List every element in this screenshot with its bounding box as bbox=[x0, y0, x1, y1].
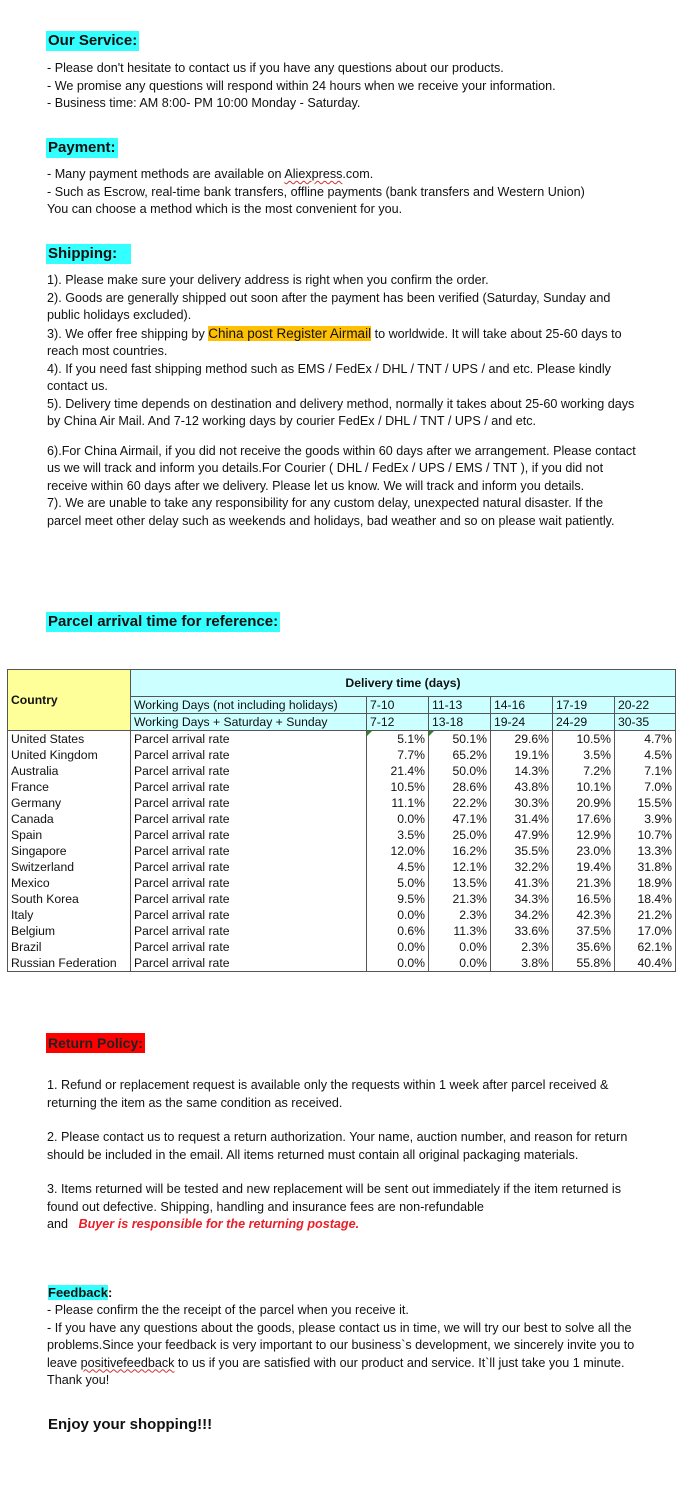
service-line: - Business time: AM 8:00- PM 10:00 Monday - Saturday. bbox=[47, 96, 361, 110]
rate-cell: 17.6% bbox=[553, 811, 615, 827]
country-cell: Italy bbox=[8, 907, 131, 923]
rate-cell: 10.7% bbox=[615, 827, 676, 843]
rate-cell: 19.1% bbox=[491, 747, 553, 763]
rate-cell: 0.0% bbox=[367, 939, 429, 955]
table-row bbox=[8, 795, 676, 811]
rate-cell: 21.3% bbox=[429, 891, 491, 907]
rate-cell: 11.1% bbox=[367, 795, 429, 811]
buyer-postage-note: Buyer is responsible for the returning postage. bbox=[78, 1217, 360, 1231]
table-row bbox=[8, 875, 676, 891]
rate-label-cell: Parcel arrival rate bbox=[131, 731, 367, 748]
country-cell: Germany bbox=[8, 795, 131, 811]
country-cell: Singapore bbox=[8, 843, 131, 859]
rate-cell: 33.6% bbox=[491, 923, 553, 939]
rate-cell: 0.6% bbox=[367, 923, 429, 939]
rate-cell: 5.1% bbox=[367, 731, 429, 748]
table-row bbox=[8, 907, 676, 923]
table-row bbox=[8, 939, 676, 955]
rate-cell: 47.1% bbox=[429, 811, 491, 827]
rate-cell: 3.5% bbox=[553, 747, 615, 763]
shipping-item: 4). If you need fast shipping method such as EMS / FedEx / DHL / TNT / UPS / and etc. Please kindly contact us. bbox=[47, 361, 611, 393]
shipping-item: 2). Goods are generally shipped out soon after the payment has been verified (Saturday, Sunday and public holidays excluded). bbox=[47, 290, 611, 322]
range-cell: 17-19 bbox=[553, 697, 615, 714]
rate-label-cell: Parcel arrival rate bbox=[131, 939, 367, 955]
shipping-title: Shipping: bbox=[46, 244, 131, 264]
rate-cell: 43.8% bbox=[491, 779, 553, 795]
rate-cell: 22.2% bbox=[429, 795, 491, 811]
range-cell: 20-22 bbox=[615, 697, 676, 714]
rate-cell: 5.0% bbox=[367, 875, 429, 891]
rate-label-cell: Parcel arrival rate bbox=[131, 907, 367, 923]
table-row bbox=[8, 747, 676, 763]
parcel-arrival-title: Parcel arrival time for reference: bbox=[48, 613, 279, 630]
payment-title: Payment: bbox=[48, 139, 116, 156]
rate-cell: 11.3% bbox=[429, 923, 491, 939]
country-cell: South Korea bbox=[8, 891, 131, 907]
rate-cell: 50.0% bbox=[429, 763, 491, 779]
range-cell: 11-13 bbox=[429, 697, 491, 714]
return-policy-title: Return Policy: bbox=[48, 1035, 143, 1051]
country-header: Country bbox=[8, 670, 131, 731]
table-row bbox=[8, 891, 676, 907]
rate-cell: 34.3% bbox=[491, 891, 553, 907]
rate-cell: 0.0% bbox=[367, 811, 429, 827]
feedback-section bbox=[47, 1302, 637, 1390]
table-row bbox=[8, 827, 676, 843]
rate-label-cell: Parcel arrival rate bbox=[131, 795, 367, 811]
rate-cell: 47.9% bbox=[491, 827, 553, 843]
return-section bbox=[47, 1077, 637, 1234]
rate-cell: 31.4% bbox=[491, 811, 553, 827]
rate-cell: 4.7% bbox=[615, 731, 676, 748]
rate-cell: 16.5% bbox=[553, 891, 615, 907]
working-days-label: Working Days (not including holidays) bbox=[131, 697, 367, 714]
rate-cell: 4.5% bbox=[367, 859, 429, 875]
rate-cell: 35.5% bbox=[491, 843, 553, 859]
range-cell: 19-24 bbox=[491, 714, 553, 731]
return-item: 1. Refund or replacement request is available only the requests within 1 week after parcel received & returning the item as the same condition as received. bbox=[47, 1078, 609, 1110]
return-item: and Buyer is responsible for the returning postage. bbox=[47, 1217, 360, 1231]
rate-cell: 7.0% bbox=[615, 779, 676, 795]
rate-cell: 34.2% bbox=[491, 907, 553, 923]
rate-cell: 65.2% bbox=[429, 747, 491, 763]
rate-label-cell: Parcel arrival rate bbox=[131, 955, 367, 972]
range-cell: 7-10 bbox=[367, 697, 429, 714]
arrival-time-table bbox=[7, 669, 676, 972]
rate-cell: 10.1% bbox=[553, 779, 615, 795]
country-cell: Australia bbox=[8, 763, 131, 779]
rate-cell: 0.0% bbox=[367, 955, 429, 972]
shipping-item: 3). We offer free shipping by China post Register Airmail to worldwide. It will take about 25-60 days to reach most countries. bbox=[47, 325, 622, 358]
rate-cell: 3.9% bbox=[615, 811, 676, 827]
rate-cell: 16.2% bbox=[429, 843, 491, 859]
range-cell: 13-18 bbox=[429, 714, 491, 731]
table-row bbox=[8, 955, 676, 972]
payment-line: - Many payment methods are available on Aliexpress.com. bbox=[47, 167, 374, 181]
rate-label-cell: Parcel arrival rate bbox=[131, 891, 367, 907]
range-cell: 30-35 bbox=[615, 714, 676, 731]
country-cell: Mexico bbox=[8, 875, 131, 891]
rate-cell: 42.3% bbox=[553, 907, 615, 923]
range-cell: 7-12 bbox=[367, 714, 429, 731]
rate-cell: 23.0% bbox=[553, 843, 615, 859]
feedback-title: Feedback: bbox=[48, 1285, 113, 1300]
country-cell: United States bbox=[8, 731, 131, 748]
rate-cell: 50.1% bbox=[429, 731, 491, 748]
rate-cell: 10.5% bbox=[367, 779, 429, 795]
airmail-highlight: China post Register Airmail bbox=[208, 325, 372, 341]
delivery-time-header: Delivery time (days) bbox=[131, 670, 676, 697]
payment-section bbox=[47, 166, 657, 219]
rate-label-cell: Parcel arrival rate bbox=[131, 843, 367, 859]
rate-cell: 19.4% bbox=[553, 859, 615, 875]
rate-label-cell: Parcel arrival rate bbox=[131, 827, 367, 843]
table-row bbox=[8, 923, 676, 939]
service-line: - We promise any questions will respond within 24 hours when we receive your information. bbox=[47, 78, 556, 93]
rate-cell: 12.0% bbox=[367, 843, 429, 859]
aliexpress-link: Aliexpress bbox=[284, 167, 343, 181]
rate-cell: 9.5% bbox=[367, 891, 429, 907]
range-cell: 14-16 bbox=[491, 697, 553, 714]
table-row bbox=[8, 779, 676, 795]
shipping-item: 7). We are unable to take any responsibility for any custom delay, unexpected natural disaster. If the parcel meet other delay such as weekends and holidays, bad weather and so on please wait patiently. bbox=[47, 496, 615, 528]
payment-line: - Such as Escrow, real-time bank transfers, offline payments (bank transfers and Western Union) bbox=[47, 184, 585, 199]
rate-cell: 40.4% bbox=[615, 955, 676, 972]
rate-cell: 7.7% bbox=[367, 747, 429, 763]
rate-cell: 20.9% bbox=[553, 795, 615, 811]
rate-label-cell: Parcel arrival rate bbox=[131, 747, 367, 763]
rate-cell: 41.3% bbox=[491, 875, 553, 891]
country-cell: United Kingdom bbox=[8, 747, 131, 763]
rate-cell: 7.1% bbox=[615, 763, 676, 779]
feedback-line: - If you have any questions about the goods, please contact us in time, we will try our best to solve all the problems.Since your feedback is very important to our business`s development, we sincerely invite you to leave positivefeedback to us if you are satisfied with our product and service. It`ll just take you 1 minute. Thank you! bbox=[47, 1320, 635, 1387]
table-row bbox=[8, 731, 676, 748]
service-line: - Please don't hesitate to contact us if you have any questions about our products. bbox=[47, 61, 504, 75]
rate-cell: 55.8% bbox=[553, 955, 615, 972]
country-cell: Belgium bbox=[8, 923, 131, 939]
table-row bbox=[8, 763, 676, 779]
closing-message: Enjoy your shopping!!! bbox=[48, 1416, 213, 1433]
rate-label-cell: Parcel arrival rate bbox=[131, 811, 367, 827]
rate-cell: 21.4% bbox=[367, 763, 429, 779]
rate-cell: 2.3% bbox=[491, 939, 553, 955]
rate-cell: 0.0% bbox=[429, 939, 491, 955]
rate-cell: 3.8% bbox=[491, 955, 553, 972]
rate-cell: 21.2% bbox=[615, 907, 676, 923]
rate-cell: 3.5% bbox=[367, 827, 429, 843]
rate-rows bbox=[8, 731, 676, 972]
service-title: Our Service: bbox=[48, 32, 138, 49]
rate-cell: 0.0% bbox=[367, 907, 429, 923]
rate-cell: 37.5% bbox=[553, 923, 615, 939]
rate-cell: 7.2% bbox=[553, 763, 615, 779]
service-section bbox=[47, 60, 647, 113]
feedback-line: - Please confirm the the receipt of the parcel when you receive it. bbox=[47, 1303, 409, 1317]
rate-cell: 17.0% bbox=[615, 923, 676, 939]
table-row bbox=[8, 859, 676, 875]
positive-feedback-text: positivefeedback bbox=[80, 1355, 175, 1370]
range-cell: 24-29 bbox=[553, 714, 615, 731]
country-cell: Spain bbox=[8, 827, 131, 843]
rate-label-cell: Parcel arrival rate bbox=[131, 859, 367, 875]
country-cell: Russian Federation bbox=[8, 955, 131, 972]
rate-cell: 32.2% bbox=[491, 859, 553, 875]
shipping-item: 1). Please make sure your delivery address is right when you confirm the order. bbox=[47, 273, 489, 287]
rate-cell: 12.1% bbox=[429, 859, 491, 875]
rate-cell: 15.5% bbox=[615, 795, 676, 811]
rate-label-cell: Parcel arrival rate bbox=[131, 779, 367, 795]
weekend-days-label: Working Days + Saturday + Sunday bbox=[131, 714, 367, 731]
rate-cell: 62.1% bbox=[615, 939, 676, 955]
rate-cell: 13.3% bbox=[615, 843, 676, 859]
rate-cell: 28.6% bbox=[429, 779, 491, 795]
country-cell: Switzerland bbox=[8, 859, 131, 875]
return-item: 3. Items returned will be tested and new replacement will be sent out immediately if the item returned is found out defective. Shipping, handling and insurance fees are non-refundable bbox=[47, 1182, 621, 1214]
rate-cell: 13.5% bbox=[429, 875, 491, 891]
shipping-section bbox=[47, 272, 637, 530]
rate-cell: 18.4% bbox=[615, 891, 676, 907]
rate-cell: 10.5% bbox=[553, 731, 615, 748]
rate-label-cell: Parcel arrival rate bbox=[131, 763, 367, 779]
country-cell: Brazil bbox=[8, 939, 131, 955]
rate-cell: 31.8% bbox=[615, 859, 676, 875]
rate-cell: 25.0% bbox=[429, 827, 491, 843]
rate-cell: 4.5% bbox=[615, 747, 676, 763]
shipping-item: 5). Delivery time depends on destination and delivery method, normally it takes about 25-60 working days by China Air Mail. And 7-12 working days by courier FedEx / DHL / TNT / UPS / and etc. bbox=[47, 396, 635, 428]
rate-label-cell: Parcel arrival rate bbox=[131, 875, 367, 891]
rate-cell: 29.6% bbox=[491, 731, 553, 748]
country-cell: France bbox=[8, 779, 131, 795]
rate-cell: 18.9% bbox=[615, 875, 676, 891]
rate-cell: 12.9% bbox=[553, 827, 615, 843]
table-row bbox=[8, 843, 676, 859]
rate-cell: 14.3% bbox=[491, 763, 553, 779]
table-row bbox=[8, 811, 676, 827]
rate-cell: 21.3% bbox=[553, 875, 615, 891]
rate-cell: 35.6% bbox=[553, 939, 615, 955]
rate-cell: 0.0% bbox=[429, 955, 491, 972]
rate-cell: 30.3% bbox=[491, 795, 553, 811]
rate-cell: 2.3% bbox=[429, 907, 491, 923]
rate-label-cell: Parcel arrival rate bbox=[131, 923, 367, 939]
return-item: 2. Please contact us to request a return authorization. Your name, auction number, and reason for return should be included in the email. All items returned must contain all original packaging materials. bbox=[47, 1130, 628, 1162]
country-cell: Canada bbox=[8, 811, 131, 827]
payment-line: You can choose a method which is the most convenient for you. bbox=[47, 202, 403, 216]
shipping-item: 6).For China Airmail, if you did not receive the goods within 60 days after we arrangement. Please contact us we will track and inform you details.For Courier ( DHL / FedEx / UPS / EMS / TNT ), if you did not receive within 60 days after we delivery. Please let us know. We will track and inform you details. bbox=[47, 443, 636, 493]
